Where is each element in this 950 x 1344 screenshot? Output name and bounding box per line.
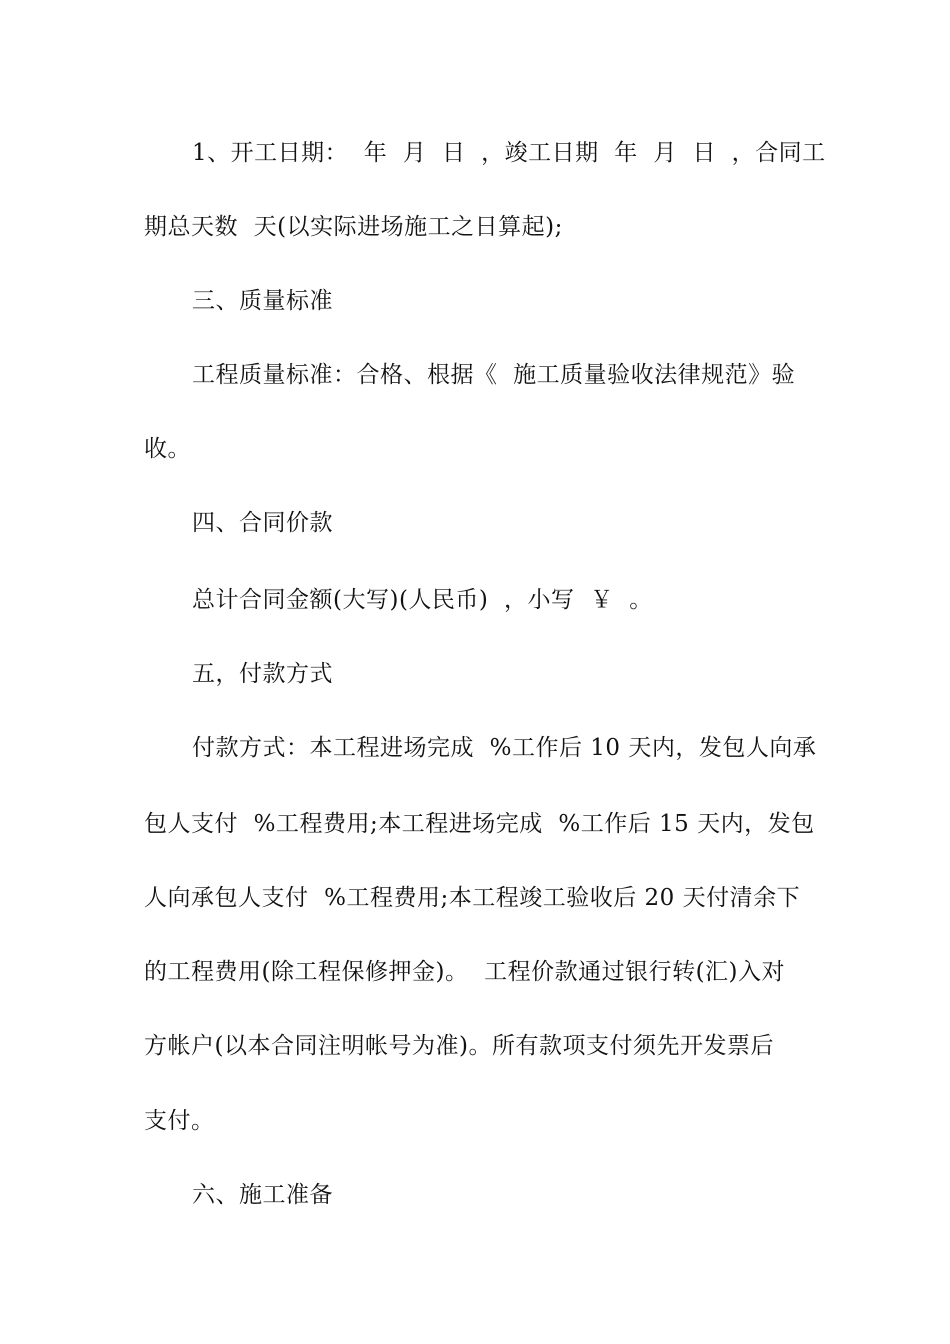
text-line-payment-1: 付款方式：本工程进场完成 %工作后 10 天内，发包人向承	[192, 735, 817, 761]
text-line-payment-6: 支付。	[144, 1108, 215, 1134]
section-heading-preparation: 六、施工准备	[192, 1182, 333, 1208]
text-line-quality-standard: 工程质量标准：合格、根据《 施工质量验收法律规范》验	[192, 362, 796, 388]
text-line-payment-3: 人向承包人支付 %工程费用;本工程竣工验收后 20 天付清余下	[144, 885, 801, 911]
section-heading-price: 四、合同价款	[192, 510, 333, 536]
text-line-start-date: 1、开工日期： 年 月 日 ，竣工日期 年 月 日 ，合同工	[192, 140, 826, 166]
text-line-total-days: 期总天数 天(以实际进场施工之日算起);	[144, 214, 563, 240]
section-heading-payment: 五，付款方式	[192, 661, 333, 687]
text-line-payment-2: 包人支付 %工程费用;本工程进场完成 %工作后 15 天内，发包	[144, 811, 815, 837]
section-heading-quality: 三、质量标准	[192, 288, 333, 314]
text-line-total-amount: 总计合同金额(大写)(人民币) ，小写 ￥ 。	[192, 587, 653, 613]
text-line-payment-5: 方帐户(以本合同注明帐号为准)。所有款项支付须先开发票后	[144, 1033, 774, 1059]
text-line-payment-4: 的工程费用(除工程保修押金)。 工程价款通过银行转(汇)入对	[144, 959, 786, 985]
text-line-acceptance: 收。	[144, 436, 191, 462]
